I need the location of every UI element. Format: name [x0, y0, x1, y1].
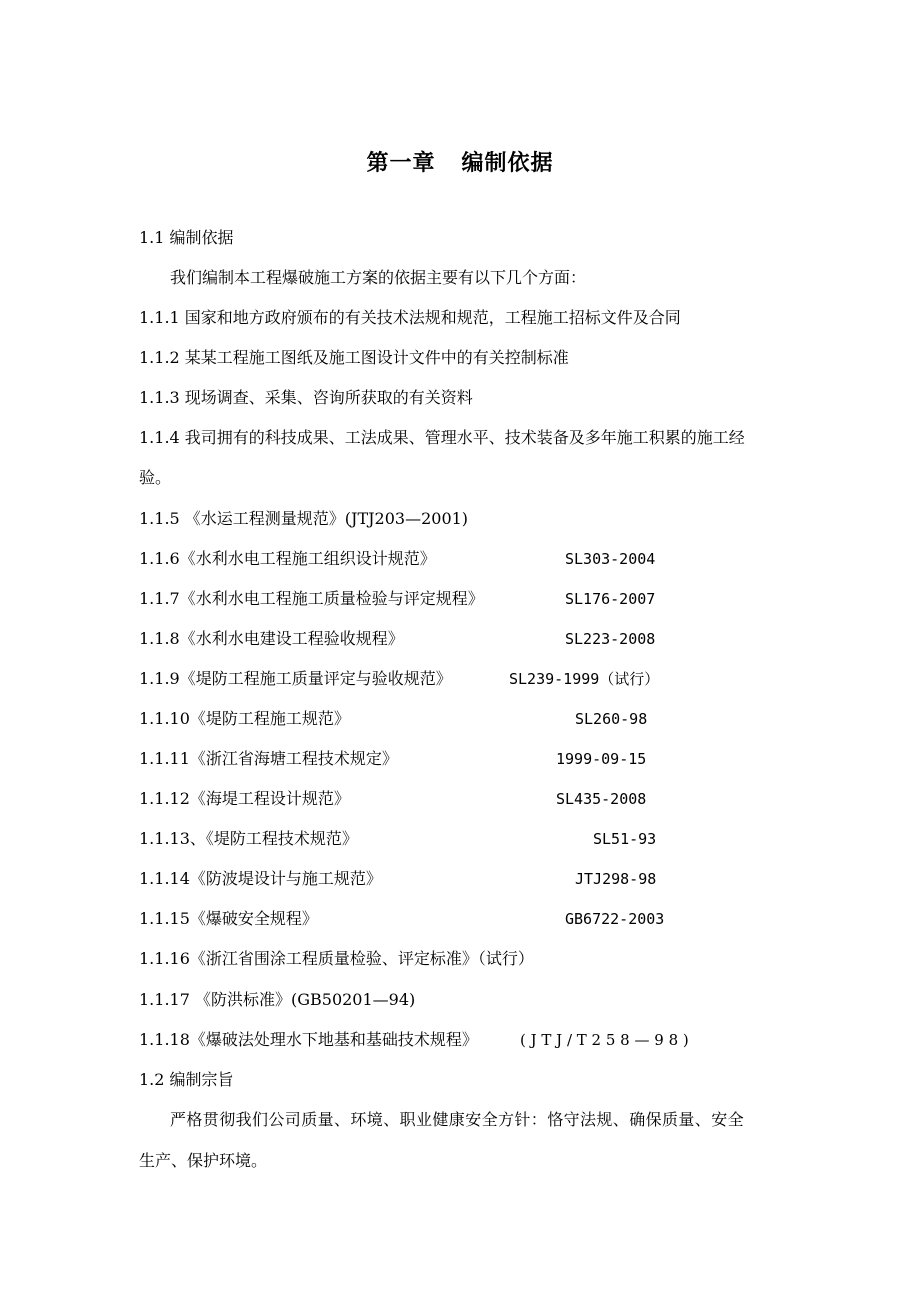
item-1-1-6: 1.1.6《水利水电工程施工组织设计规范》 — [139, 549, 436, 568]
item-1-1-4-continued: 验。 — [139, 468, 172, 487]
item-1-1-13: 1.1.13、《堤防工程技术规范》 — [139, 829, 358, 848]
standard-code: 1999-09-15 — [556, 750, 647, 768]
item-1-1-1: 1.1.1 国家和地方政府颁布的有关技术法规和规范，工程施工招标文件及合同 — [139, 308, 681, 327]
item-1-1-12: 1.1.12《海堤工程设计规范》 — [139, 789, 350, 808]
item-1-1-18: 1.1.18《爆破法处理水下地基和基础技术规程》 — [139, 1030, 478, 1049]
standard-code: JTJ298-98 — [575, 870, 657, 888]
chapter-title: 编制依据 — [461, 150, 554, 176]
item-1-1-11: 1.1.11《浙江省海塘工程技术规定》 — [139, 749, 398, 768]
standard-code: SL260-98 — [575, 710, 648, 728]
item-1-1-17: 1.1.17 《防洪标准》(GB50201—94) — [139, 990, 416, 1009]
item-1-1-4: 1.1.4 我司拥有的科技成果、工法成果、管理水平、技术装备及多年施工积累的施工经 — [139, 428, 745, 447]
item-1-1-14: 1.1.14《防波堤设计与施工规范》 — [139, 869, 382, 888]
intro-paragraph: 我们编制本工程爆破施工方案的依据主要有以下几个方面： — [170, 268, 587, 287]
item-1-1-10: 1.1.10《堤防工程施工规范》 — [139, 709, 350, 728]
standard-code: SL223-2008 — [565, 630, 656, 648]
item-1-1-7: 1.1.7《水利水电工程施工质量检验与评定规程》 — [139, 589, 484, 608]
standard-code: SL435-2008 — [556, 790, 647, 808]
chapter-heading — [0, 146, 920, 177]
standard-code: SL239-1999（试行） — [509, 670, 660, 688]
purpose-paragraph: 严格贯彻我们公司质量、环境、职业健康安全方针：恪守法规、确保质量、安全 — [170, 1110, 745, 1129]
purpose-paragraph-continued: 生产、保护环境。 — [139, 1151, 268, 1170]
item-1-1-5: 1.1.5 《水运工程测量规范》(JTJ203—2001) — [139, 509, 469, 528]
standard-code: GB6722-2003 — [565, 910, 665, 928]
standard-code: SL303-2004 — [565, 550, 656, 568]
section-heading-1-2: 1.2 编制宗旨 — [139, 1070, 234, 1089]
standard-code: SL51-93 — [593, 830, 657, 848]
item-1-1-8: 1.1.8《水利水电建设工程验收规程》 — [139, 629, 404, 648]
section-heading-1-1: 1.1 编制依据 — [139, 228, 234, 247]
item-1-1-16: 1.1.16《浙江省围涂工程质量检验、评定标准》（试行） — [139, 949, 534, 968]
standard-code: ( J T J / T 2 5 8 — 9 8 ) — [520, 1031, 689, 1049]
item-1-1-2: 1.1.2 某某工程施工图纸及施工图设计文件中的有关控制标准 — [139, 348, 569, 367]
item-1-1-3: 1.1.3 现场调查、采集、咨询所获取的有关资料 — [139, 388, 473, 407]
item-1-1-15: 1.1.15《爆破安全规程》 — [139, 909, 318, 928]
standard-code: SL176-2007 — [565, 590, 656, 608]
item-1-1-9: 1.1.9《堤防工程施工质量评定与验收规范》 — [139, 669, 452, 688]
chapter-number: 第一章 — [366, 150, 436, 176]
